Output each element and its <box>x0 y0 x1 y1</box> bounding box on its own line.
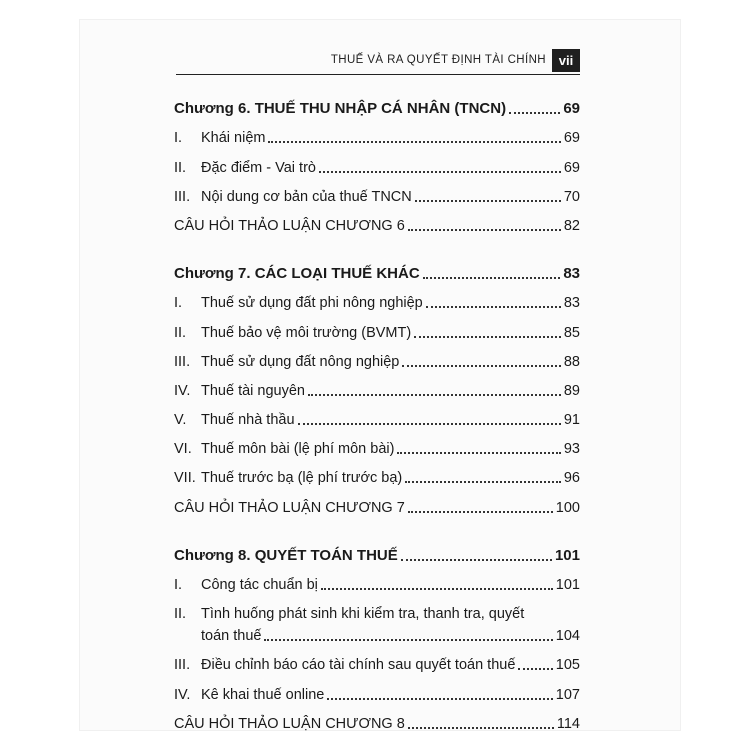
dot-leader <box>423 276 561 279</box>
entry-label: Thuế sử dụng đất phi nông nghiệp <box>201 295 423 312</box>
toc-entry <box>174 673 580 702</box>
entry-page: 85 <box>563 324 580 341</box>
running-header <box>176 46 580 75</box>
table-of-contents <box>174 88 580 751</box>
dot-leader <box>308 393 561 396</box>
entry-label: Thuế sử dụng đất nông nghiệp <box>201 353 400 370</box>
dot-leader <box>321 587 553 590</box>
dot-leader <box>415 199 561 202</box>
entry-page: 69 <box>563 159 580 176</box>
dot-leader <box>408 510 553 513</box>
entry-page: 82 <box>563 217 580 234</box>
entry-page: 91 <box>563 412 580 429</box>
entry-label-continued: toán thuế <box>201 628 262 645</box>
dot-leader <box>414 335 561 338</box>
toc-entry <box>174 370 580 399</box>
dot-leader <box>408 228 561 231</box>
dot-leader <box>518 667 552 670</box>
toc-entry <box>174 644 580 673</box>
entry-label: Thuế bảo vệ môi trường (BVMT) <box>201 324 412 341</box>
toc-entry <box>174 593 580 644</box>
dot-leader <box>426 305 561 308</box>
dot-leader <box>509 111 560 114</box>
entry-label: Đặc điểm - Vai trò <box>201 159 316 176</box>
toc-entry <box>174 457 580 486</box>
entry-page: 100 <box>555 499 580 516</box>
page-number-badge: vii <box>552 49 580 72</box>
dot-leader <box>397 451 560 454</box>
entry-label: CÂU HỎI THẢO LUẬN CHƯƠNG 7 <box>174 499 405 516</box>
entry-page: 104 <box>555 628 580 645</box>
dot-leader <box>405 480 561 483</box>
toc-entry <box>174 311 580 340</box>
toc-entry <box>174 564 580 593</box>
entry-page: 96 <box>563 470 580 487</box>
entry-page: 105 <box>555 657 580 674</box>
chapter-section <box>174 535 580 732</box>
entry-label: Thuế nhà thầu <box>201 412 295 429</box>
entry-page: 93 <box>563 441 580 458</box>
discussion-questions-row <box>174 703 580 732</box>
entry-number: V. <box>174 412 187 429</box>
entry-label: Thuế tài nguyên <box>201 382 305 399</box>
toc-entry <box>174 117 580 146</box>
toc-entry <box>174 282 580 311</box>
entry-number: I. <box>174 577 183 593</box>
entry-number: II. <box>174 606 187 623</box>
entry-label: Chương 8. QUYẾT TOÁN THUẾ <box>174 546 398 564</box>
dot-leader <box>327 697 552 700</box>
dot-leader <box>402 364 560 367</box>
entry-label: Nội dung cơ bản của thuế TNCN <box>201 188 412 205</box>
toc-entry <box>174 146 580 175</box>
entry-page: 69 <box>563 130 580 147</box>
entry-number: VII. <box>174 470 196 487</box>
entry-label: Công tác chuẩn bị <box>201 577 318 593</box>
chapter-section <box>174 88 580 234</box>
discussion-questions-row <box>174 205 580 234</box>
entry-number: IV. <box>174 686 191 703</box>
dot-leader <box>401 558 552 561</box>
chapter-title-row <box>174 253 580 282</box>
dot-leader <box>268 140 560 143</box>
entry-page: 101 <box>554 546 580 564</box>
entry-label: Khái niệm <box>201 130 266 147</box>
entry-line-1 <box>174 593 580 622</box>
entry-page: 83 <box>563 265 580 283</box>
entry-line-2 <box>174 622 580 644</box>
chapter-section <box>174 253 580 516</box>
entry-label: Điều chỉnh báo cáo tài chính sau quyết toán thuế <box>201 657 516 674</box>
discussion-questions-row <box>174 486 580 515</box>
entry-page: 83 <box>563 295 580 312</box>
entry-number: III. <box>174 353 191 370</box>
entry-page: 107 <box>555 686 580 703</box>
entry-label: Thuế môn bài (lệ phí môn bài) <box>201 441 395 458</box>
chapter-title-row <box>174 535 580 564</box>
entry-label: Kê khai thuế online <box>201 686 325 703</box>
entry-number: VI. <box>174 441 192 458</box>
dot-leader <box>408 726 554 729</box>
entry-number: II. <box>174 324 187 341</box>
entry-number: III. <box>174 188 191 205</box>
entry-number: I. <box>174 295 183 312</box>
dot-leader <box>319 170 561 173</box>
chapter-title-row <box>174 88 580 117</box>
entry-label: CÂU HỎI THẢO LUẬN CHƯƠNG 6 <box>174 217 405 234</box>
toc-entry <box>174 341 580 370</box>
entry-page: 89 <box>563 382 580 399</box>
entry-number: IV. <box>174 382 191 399</box>
toc-entry <box>174 176 580 205</box>
entry-page: 101 <box>555 577 580 593</box>
entry-label: Chương 6. THUẾ THU NHẬP CÁ NHÂN (TNCN) <box>174 100 507 118</box>
toc-entry <box>174 428 580 457</box>
toc-entry <box>174 399 580 428</box>
entry-label: Thuế trước bạ (lệ phí trước bạ) <box>201 470 403 487</box>
dot-leader <box>264 638 552 641</box>
dot-leader <box>298 422 561 425</box>
entry-number: II. <box>174 159 187 176</box>
running-header-title: THUẾ VÀ RA QUYẾT ĐỊNH TÀI CHÍNH <box>330 54 546 66</box>
entry-page: 114 <box>556 715 580 732</box>
entry-page: 88 <box>563 353 580 370</box>
entry-label: Tình huống phát sinh khi kiểm tra, thanh tra, quyết <box>201 606 525 623</box>
entry-label: CÂU HỎI THẢO LUẬN CHƯƠNG 8 <box>174 715 405 732</box>
entry-number: III. <box>174 657 191 674</box>
entry-page: 69 <box>563 100 580 118</box>
entry-page: 70 <box>563 188 580 205</box>
entry-label: Chương 7. CÁC LOẠI THUẾ KHÁC <box>174 265 420 283</box>
entry-number: I. <box>174 130 183 147</box>
